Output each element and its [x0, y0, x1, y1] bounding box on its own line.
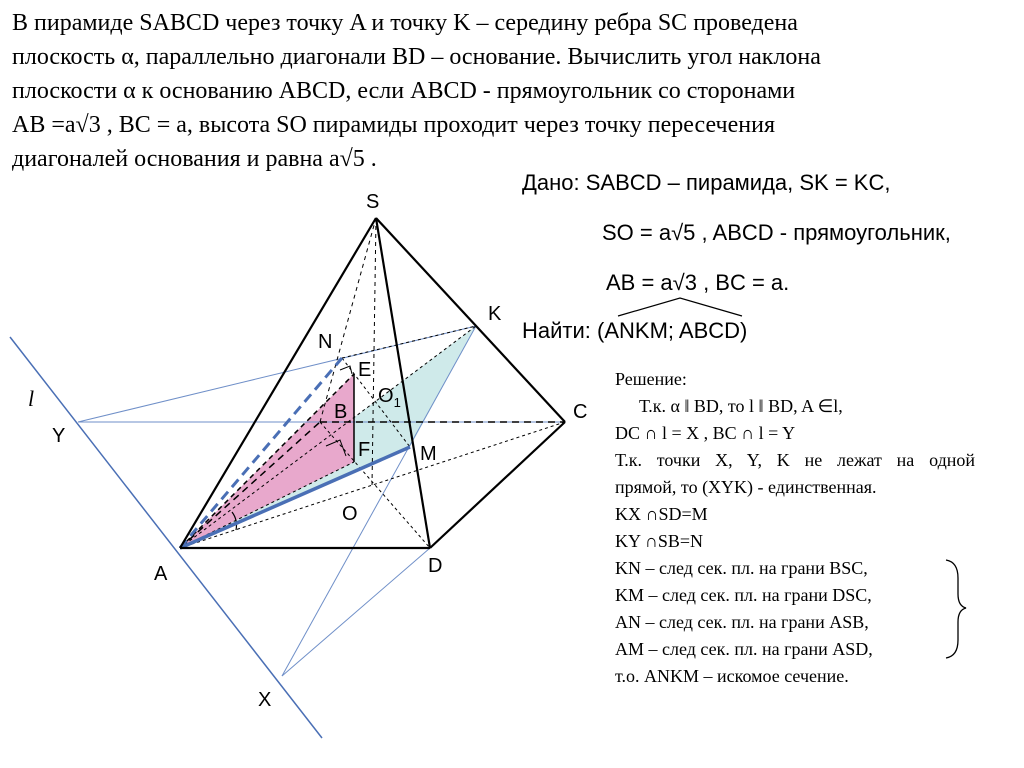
solution-line-6: KY ∩SB=N	[615, 531, 703, 551]
solution-line-9: AN – след сек. пл. на грани ASB,	[615, 612, 869, 632]
given-line-2: SO = a√5 , ABCD - прямоугольник,	[602, 220, 951, 245]
problem-line-4: AB =a√3 , BC = a, высота SO пирамиды проходит через точку пересечения	[12, 112, 775, 138]
label-b: B	[334, 401, 348, 423]
solution-line-8: KM – след сек. пл. на грани DSC,	[615, 585, 872, 605]
label-x: X	[258, 689, 272, 711]
solution-line-1: Т.к. α ǁ BD, то l ǁ BD, A ∈l,	[639, 396, 843, 416]
solution-line-5: KX ∩SD=M	[615, 504, 708, 524]
label-f: F	[358, 439, 371, 461]
label-s: S	[366, 191, 380, 213]
solution-title: Решение:	[615, 369, 687, 389]
given-line-3: AB = a√3 , BC = a.	[606, 270, 790, 295]
right-angle-e	[340, 366, 352, 374]
label-k: K	[488, 303, 502, 325]
line-l	[10, 337, 322, 738]
problem-line-5: диагоналей основания и равна a√5 .	[12, 146, 377, 172]
label-o1: $O_1$	[378, 385, 401, 410]
solution-line-4: прямой, то (XYK) - единственная.	[615, 477, 877, 497]
label-e: E	[358, 359, 372, 381]
solution-line-7: KN – след сек. пл. на грани BSC,	[615, 558, 868, 578]
solution-block	[615, 366, 975, 690]
label-o: O	[342, 503, 358, 525]
problem-line-2: плоскость α, параллельно диагонали BD – основание. Вычислить угол наклона	[12, 44, 821, 70]
solution-line-11: т.о. ANKM – искомое сечение.	[615, 666, 849, 686]
solution-line-2: DC ∩ l = X , BC ∩ l = Y	[615, 423, 796, 443]
label-m: M	[420, 443, 437, 465]
problem-line-3: плоскости α к основанию ABCD, если ABCD - прямоугольник со сторонами	[12, 78, 796, 104]
label-l: l	[28, 386, 35, 411]
label-d: D	[428, 555, 443, 577]
line-xk	[282, 326, 476, 676]
label-a: A	[154, 563, 168, 585]
edge-dc	[430, 422, 565, 548]
label-y: Y	[52, 425, 66, 447]
problem-line-1: В пирамиде SABCD через точку A и точку K – середину ребра SC проведена	[12, 10, 798, 36]
label-c: C	[573, 401, 588, 423]
solution-line-10: AM – след сек. пл. на грани ASD,	[615, 639, 873, 659]
given-line-1: Дано: SABCD – пирамида, SK = KC,	[522, 170, 891, 195]
solution-line-3: Т.к. точки X, Y, K не лежат на одной	[615, 450, 975, 470]
line-xd	[282, 548, 430, 676]
angle-arc	[618, 298, 742, 316]
find-line: Найти: (ANKM; ABCD)	[522, 318, 748, 343]
label-n: N	[318, 331, 333, 353]
